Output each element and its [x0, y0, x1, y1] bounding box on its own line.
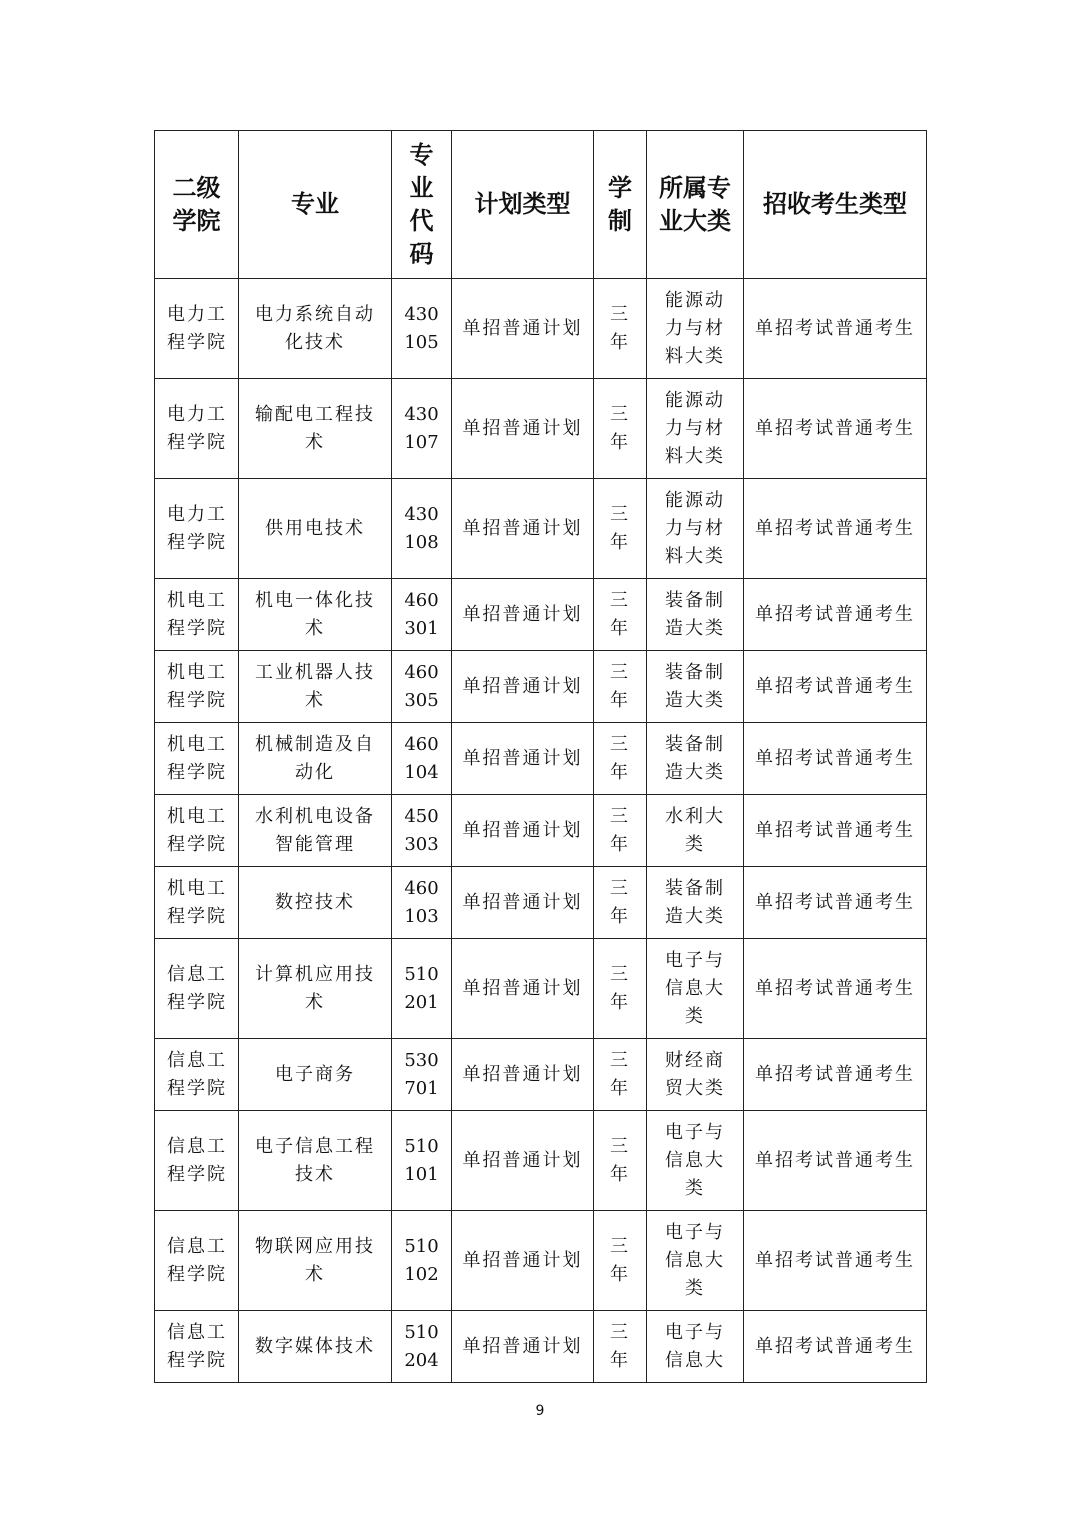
cell-category-text: 能源动力与材料大类	[665, 489, 725, 567]
table-header-row	[155, 131, 927, 279]
cell-category-text: 财经商贸大类	[665, 1049, 725, 1099]
cell-candidate	[744, 379, 927, 479]
cell-duration	[594, 795, 647, 867]
cell-duration	[594, 1111, 647, 1211]
cell-code-text: 430105	[404, 303, 439, 353]
cell-code	[392, 579, 452, 651]
cell-code-text: 430107	[404, 403, 439, 453]
cell-plan-text: 单招普通计划	[462, 317, 583, 339]
cell-candidate-text: 单招考试普通考生	[755, 1335, 915, 1357]
cell-plan	[452, 479, 594, 579]
cell-category-text: 电子与信息大类	[665, 1221, 725, 1299]
cell-duration-text: 三年	[610, 303, 630, 353]
cell-code-text: 460104	[404, 733, 439, 783]
cell-candidate-text: 单招考试普通考生	[755, 517, 915, 539]
cell-plan	[452, 867, 594, 939]
cell-category-text: 能源动力与材料大类	[665, 389, 725, 467]
table-row	[155, 1211, 927, 1311]
cell-code	[392, 867, 452, 939]
cell-duration	[594, 379, 647, 479]
cell-candidate	[744, 1311, 927, 1383]
cell-candidate-text: 单招考试普通考生	[755, 1249, 915, 1271]
cell-code-text: 460305	[404, 661, 439, 711]
cell-major	[239, 723, 392, 795]
cell-candidate	[744, 1211, 927, 1311]
cell-duration-text: 三年	[610, 589, 630, 639]
cell-duration-text: 三年	[610, 733, 630, 783]
cell-candidate	[744, 479, 927, 579]
cell-category	[647, 1211, 744, 1311]
cell-category	[647, 723, 744, 795]
cell-major	[239, 1039, 392, 1111]
cell-code	[392, 1039, 452, 1111]
cell-category	[647, 867, 744, 939]
table-row	[155, 479, 927, 579]
cell-college	[155, 579, 239, 651]
cell-duration	[594, 279, 647, 379]
cell-code	[392, 379, 452, 479]
cell-candidate	[744, 1111, 927, 1211]
cell-plan-text: 单招普通计划	[462, 1149, 583, 1171]
cell-major-text: 工业机器人技术	[255, 661, 375, 711]
cell-major	[239, 579, 392, 651]
table-row	[155, 1111, 927, 1211]
cell-category	[647, 379, 744, 479]
cell-major-text: 电子信息工程技术	[255, 1135, 375, 1185]
cell-college	[155, 1211, 239, 1311]
cell-major	[239, 795, 392, 867]
cell-category-text: 装备制造大类	[665, 661, 725, 711]
cell-category-text: 装备制造大类	[665, 733, 725, 783]
cell-college-text: 电力工程学院	[167, 403, 227, 453]
header-candidate: 招收考生类型	[744, 131, 927, 279]
cell-category	[647, 651, 744, 723]
cell-code	[392, 651, 452, 723]
cell-plan	[452, 1311, 594, 1383]
cell-plan-text: 单招普通计划	[462, 1063, 583, 1085]
cell-college-text: 信息工程学院	[167, 1235, 227, 1285]
table-row	[155, 651, 927, 723]
cell-candidate	[744, 279, 927, 379]
cell-category	[647, 479, 744, 579]
table-row	[155, 723, 927, 795]
cell-candidate	[744, 723, 927, 795]
cell-candidate-text: 单招考试普通考生	[755, 1149, 915, 1171]
header-college: 二级学院	[155, 131, 239, 279]
cell-code	[392, 1111, 452, 1211]
cell-code	[392, 939, 452, 1039]
cell-candidate-text: 单招考试普通考生	[755, 819, 915, 841]
cell-plan-text: 单招普通计划	[462, 417, 583, 439]
cell-college	[155, 795, 239, 867]
cell-category	[647, 1039, 744, 1111]
cell-category	[647, 939, 744, 1039]
table-row	[155, 579, 927, 651]
cell-major	[239, 651, 392, 723]
cell-category-text: 装备制造大类	[665, 589, 725, 639]
cell-category-text: 电子与信息大类	[665, 1121, 725, 1199]
cell-college	[155, 1111, 239, 1211]
cell-code-text: 530701	[404, 1049, 439, 1099]
cell-duration	[594, 939, 647, 1039]
cell-candidate	[744, 867, 927, 939]
cell-duration	[594, 651, 647, 723]
cell-college-text: 信息工程学院	[167, 963, 227, 1013]
cell-college	[155, 279, 239, 379]
cell-candidate	[744, 651, 927, 723]
page-number: 9	[535, 1403, 545, 1419]
cell-major	[239, 939, 392, 1039]
cell-candidate	[744, 795, 927, 867]
cell-category	[647, 795, 744, 867]
cell-major	[239, 1211, 392, 1311]
cell-plan-text: 单招普通计划	[462, 517, 583, 539]
cell-duration	[594, 1311, 647, 1383]
cell-major-text: 水利机电设备智能管理	[255, 805, 375, 855]
cell-college	[155, 651, 239, 723]
cell-major-text: 物联网应用技术	[255, 1235, 375, 1285]
cell-plan-text: 单招普通计划	[462, 1335, 583, 1357]
cell-category-text: 电子与信息大类	[665, 949, 725, 1027]
cell-plan-text: 单招普通计划	[462, 977, 583, 999]
cell-category	[647, 579, 744, 651]
cell-plan	[452, 1211, 594, 1311]
cell-candidate-text: 单招考试普通考生	[755, 977, 915, 999]
cell-category	[647, 1311, 744, 1383]
cell-major-text: 数控技术	[275, 891, 355, 913]
cell-major	[239, 1111, 392, 1211]
cell-code-text: 510102	[404, 1235, 439, 1285]
cell-plan	[452, 279, 594, 379]
cell-major	[239, 279, 392, 379]
cell-code-text: 460301	[404, 589, 439, 639]
table-row	[155, 1039, 927, 1111]
cell-category-text: 能源动力与材料大类	[665, 289, 725, 367]
cell-code	[392, 795, 452, 867]
table-row	[155, 867, 927, 939]
header-category: 所属专业大类	[647, 131, 744, 279]
cell-code-text: 510204	[404, 1321, 439, 1371]
cell-duration-text: 三年	[610, 403, 630, 453]
cell-candidate-text: 单招考试普通考生	[755, 891, 915, 913]
cell-college	[155, 379, 239, 479]
table-row	[155, 279, 927, 379]
cell-category-text: 电子与信息大	[665, 1321, 725, 1371]
cell-plan-text: 单招普通计划	[462, 603, 583, 625]
cell-category-text: 装备制造大类	[665, 877, 725, 927]
cell-code-text: 510201	[404, 963, 439, 1013]
cell-plan	[452, 1039, 594, 1111]
cell-college	[155, 1039, 239, 1111]
cell-code-text: 430108	[404, 503, 439, 553]
cell-duration-text: 三年	[610, 805, 630, 855]
cell-duration	[594, 867, 647, 939]
cell-plan	[452, 795, 594, 867]
cell-code-text: 450303	[404, 805, 439, 855]
cell-category-text: 水利大类	[665, 805, 725, 855]
table-row	[155, 1311, 927, 1383]
header-plan: 计划类型	[452, 131, 594, 279]
cell-major	[239, 1311, 392, 1383]
cell-college-text: 信息工程学院	[167, 1049, 227, 1099]
table-row	[155, 379, 927, 479]
cell-duration-text: 三年	[610, 963, 630, 1013]
cell-plan-text: 单招普通计划	[462, 675, 583, 697]
cell-code-text: 460103	[404, 877, 439, 927]
cell-major-text: 数字媒体技术	[255, 1335, 375, 1357]
cell-major-text: 计算机应用技术	[255, 963, 375, 1013]
enrollment-table	[154, 130, 927, 1383]
cell-college	[155, 1311, 239, 1383]
cell-college-text: 机电工程学院	[167, 733, 227, 783]
cell-plan	[452, 651, 594, 723]
cell-category	[647, 279, 744, 379]
cell-plan	[452, 939, 594, 1039]
cell-college	[155, 723, 239, 795]
cell-duration	[594, 579, 647, 651]
cell-candidate-text: 单招考试普通考生	[755, 747, 915, 769]
cell-major-text: 输配电工程技术	[255, 403, 375, 453]
header-code: 专业代码	[392, 131, 452, 279]
cell-duration-text: 三年	[610, 1135, 630, 1185]
cell-duration	[594, 1211, 647, 1311]
header-duration: 学制	[594, 131, 647, 279]
cell-college-text: 信息工程学院	[167, 1135, 227, 1185]
cell-major-text: 机电一体化技术	[255, 589, 375, 639]
cell-major-text: 供用电技术	[265, 517, 365, 539]
cell-duration-text: 三年	[610, 1049, 630, 1099]
cell-candidate-text: 单招考试普通考生	[755, 317, 915, 339]
cell-college-text: 机电工程学院	[167, 805, 227, 855]
cell-code	[392, 479, 452, 579]
cell-candidate-text: 单招考试普通考生	[755, 1063, 915, 1085]
table-row	[155, 795, 927, 867]
cell-plan-text: 单招普通计划	[462, 891, 583, 913]
cell-plan-text: 单招普通计划	[462, 747, 583, 769]
cell-duration	[594, 1039, 647, 1111]
cell-candidate-text: 单招考试普通考生	[755, 603, 915, 625]
cell-major-text: 电力系统自动化技术	[255, 303, 375, 353]
cell-candidate	[744, 1039, 927, 1111]
cell-duration	[594, 479, 647, 579]
cell-major-text: 电子商务	[275, 1063, 355, 1085]
cell-plan	[452, 1111, 594, 1211]
cell-college	[155, 479, 239, 579]
cell-college-text: 信息工程学院	[167, 1321, 227, 1371]
cell-duration-text: 三年	[610, 1235, 630, 1285]
cell-duration-text: 三年	[610, 661, 630, 711]
cell-major-text: 机械制造及自动化	[255, 733, 375, 783]
cell-candidate	[744, 939, 927, 1039]
cell-duration-text: 三年	[610, 503, 630, 553]
cell-category	[647, 1111, 744, 1211]
cell-duration-text: 三年	[610, 1321, 630, 1371]
cell-plan	[452, 579, 594, 651]
cell-plan-text: 单招普通计划	[462, 1249, 583, 1271]
cell-duration	[594, 723, 647, 795]
cell-college-text: 机电工程学院	[167, 661, 227, 711]
cell-duration-text: 三年	[610, 877, 630, 927]
cell-code	[392, 1211, 452, 1311]
cell-college-text: 电力工程学院	[167, 303, 227, 353]
cell-code-text: 510101	[404, 1135, 439, 1185]
cell-code	[392, 723, 452, 795]
cell-candidate-text: 单招考试普通考生	[755, 675, 915, 697]
cell-college	[155, 939, 239, 1039]
cell-candidate-text: 单招考试普通考生	[755, 417, 915, 439]
cell-code	[392, 1311, 452, 1383]
table-row	[155, 939, 927, 1039]
cell-plan-text: 单招普通计划	[462, 819, 583, 841]
cell-candidate	[744, 579, 927, 651]
cell-major	[239, 479, 392, 579]
cell-college-text: 机电工程学院	[167, 877, 227, 927]
cell-college	[155, 867, 239, 939]
cell-college-text: 电力工程学院	[167, 503, 227, 553]
cell-major	[239, 867, 392, 939]
header-major: 专业	[239, 131, 392, 279]
cell-major	[239, 379, 392, 479]
cell-college-text: 机电工程学院	[167, 589, 227, 639]
cell-code	[392, 279, 452, 379]
cell-plan	[452, 379, 594, 479]
cell-plan	[452, 723, 594, 795]
